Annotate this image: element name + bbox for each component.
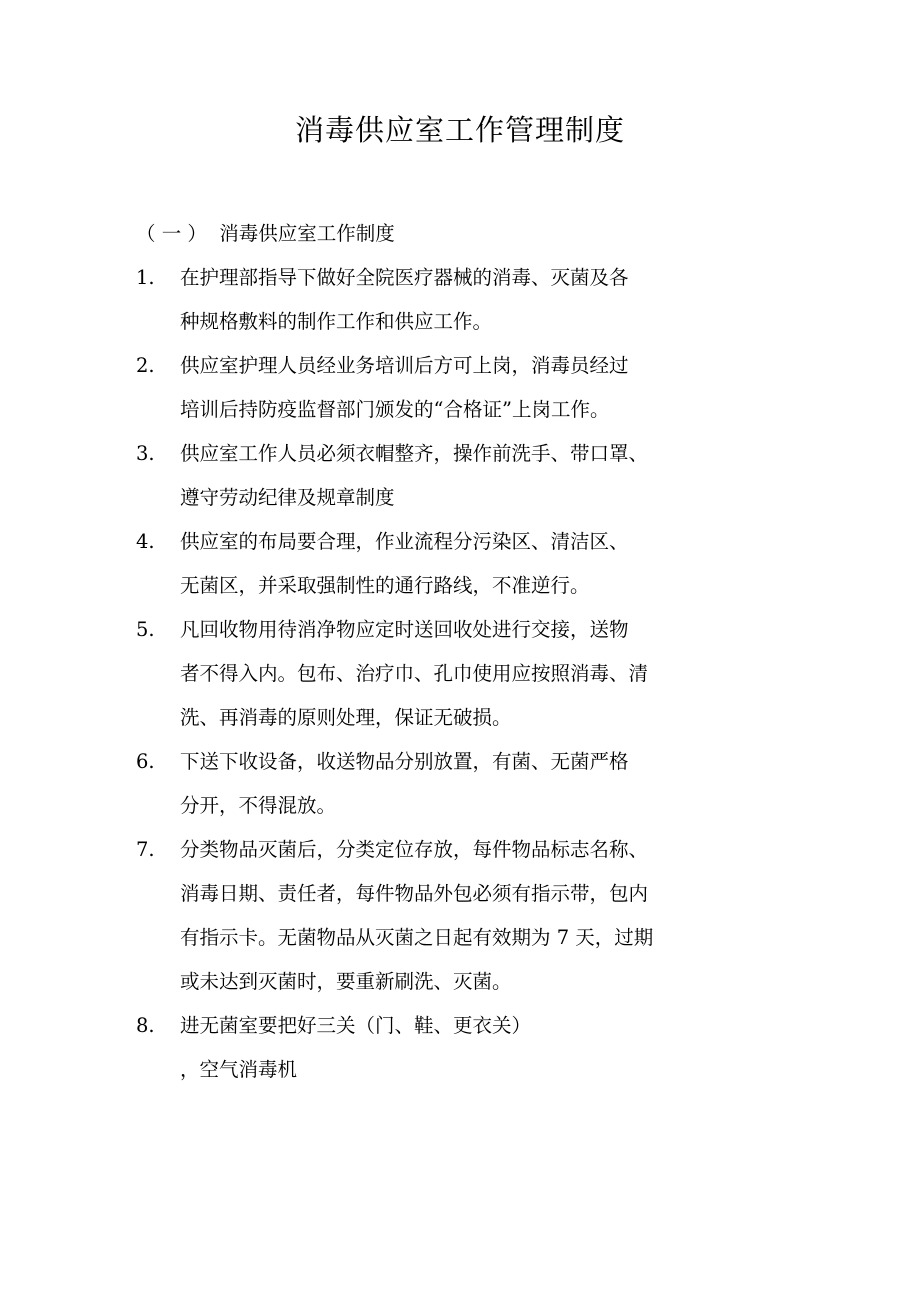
list-item (136, 740, 782, 828)
list-item-text: 供应室工作人员必须衣帽整齐，操作前洗手、带口罩、 遵守劳动纪律及规章制度 (180, 442, 649, 509)
list-item-text: 下送下收设备，收送物品分别放置，有菌、无菌严格 分开，不得混放。 (180, 750, 629, 817)
list-item (136, 608, 782, 740)
list-item-text: 进无菌室要把好三关（门、鞋、更衣关） ，空气消毒机 (180, 1014, 532, 1081)
list-item-text: 供应室的布局要合理，作业流程分污染区、清洁区、 无菌区，并采取强制性的通行路线，不准逆行。 (180, 530, 629, 597)
list-item-text: 分类物品灭菌后，分类定位存放，每件物品标志名称、 消毒日期、责任者，每件物品外包必须有指示带，包内 有指示卡。无菌物品从灭菌之日起有效期为 7 天，过期 或未达到灭菌时，要重新刷洗、灭菌。 (180, 838, 654, 993)
list-item-number: 3. (136, 442, 155, 465)
list-item (136, 1004, 782, 1092)
document-body (136, 212, 782, 1092)
list-item-text: 凡回收物用待消净物应定时送回收处进行交接，送物 者不得入内。包布、治疗巾、孔巾使用应按照消毒、清 洗、再消毒的原则处理，保证无破损。 (180, 618, 649, 729)
list-item-number: 8. (136, 1014, 155, 1037)
list-item-text: 在护理部指导下做好全院医疗器械的消毒、灭菌及各 种规格敷料的制作工作和供应工作。 (180, 266, 629, 333)
list-item (136, 828, 782, 1004)
list-item (136, 520, 782, 608)
list-item-number: 7. (136, 838, 155, 861)
list-item-number: 6. (136, 750, 155, 773)
page-title: 消毒供应室工作管理制度 (294, 113, 625, 147)
list-item (136, 344, 782, 432)
list-item (136, 432, 782, 520)
list-item (136, 256, 782, 344)
section-heading: （ 一 ） 消毒供应室工作制度 (136, 222, 395, 245)
list-item-number: 5. (136, 618, 155, 641)
list-item-number: 1. (136, 266, 155, 289)
list-item-text: 供应室护理人员经业务培训后方可上岗，消毒员经过 培训后持防疫监督部门颁发的“合格证”上岗工作。 (180, 354, 629, 421)
list-item-number: 4. (136, 530, 155, 553)
list-item-number: 2. (136, 354, 155, 377)
